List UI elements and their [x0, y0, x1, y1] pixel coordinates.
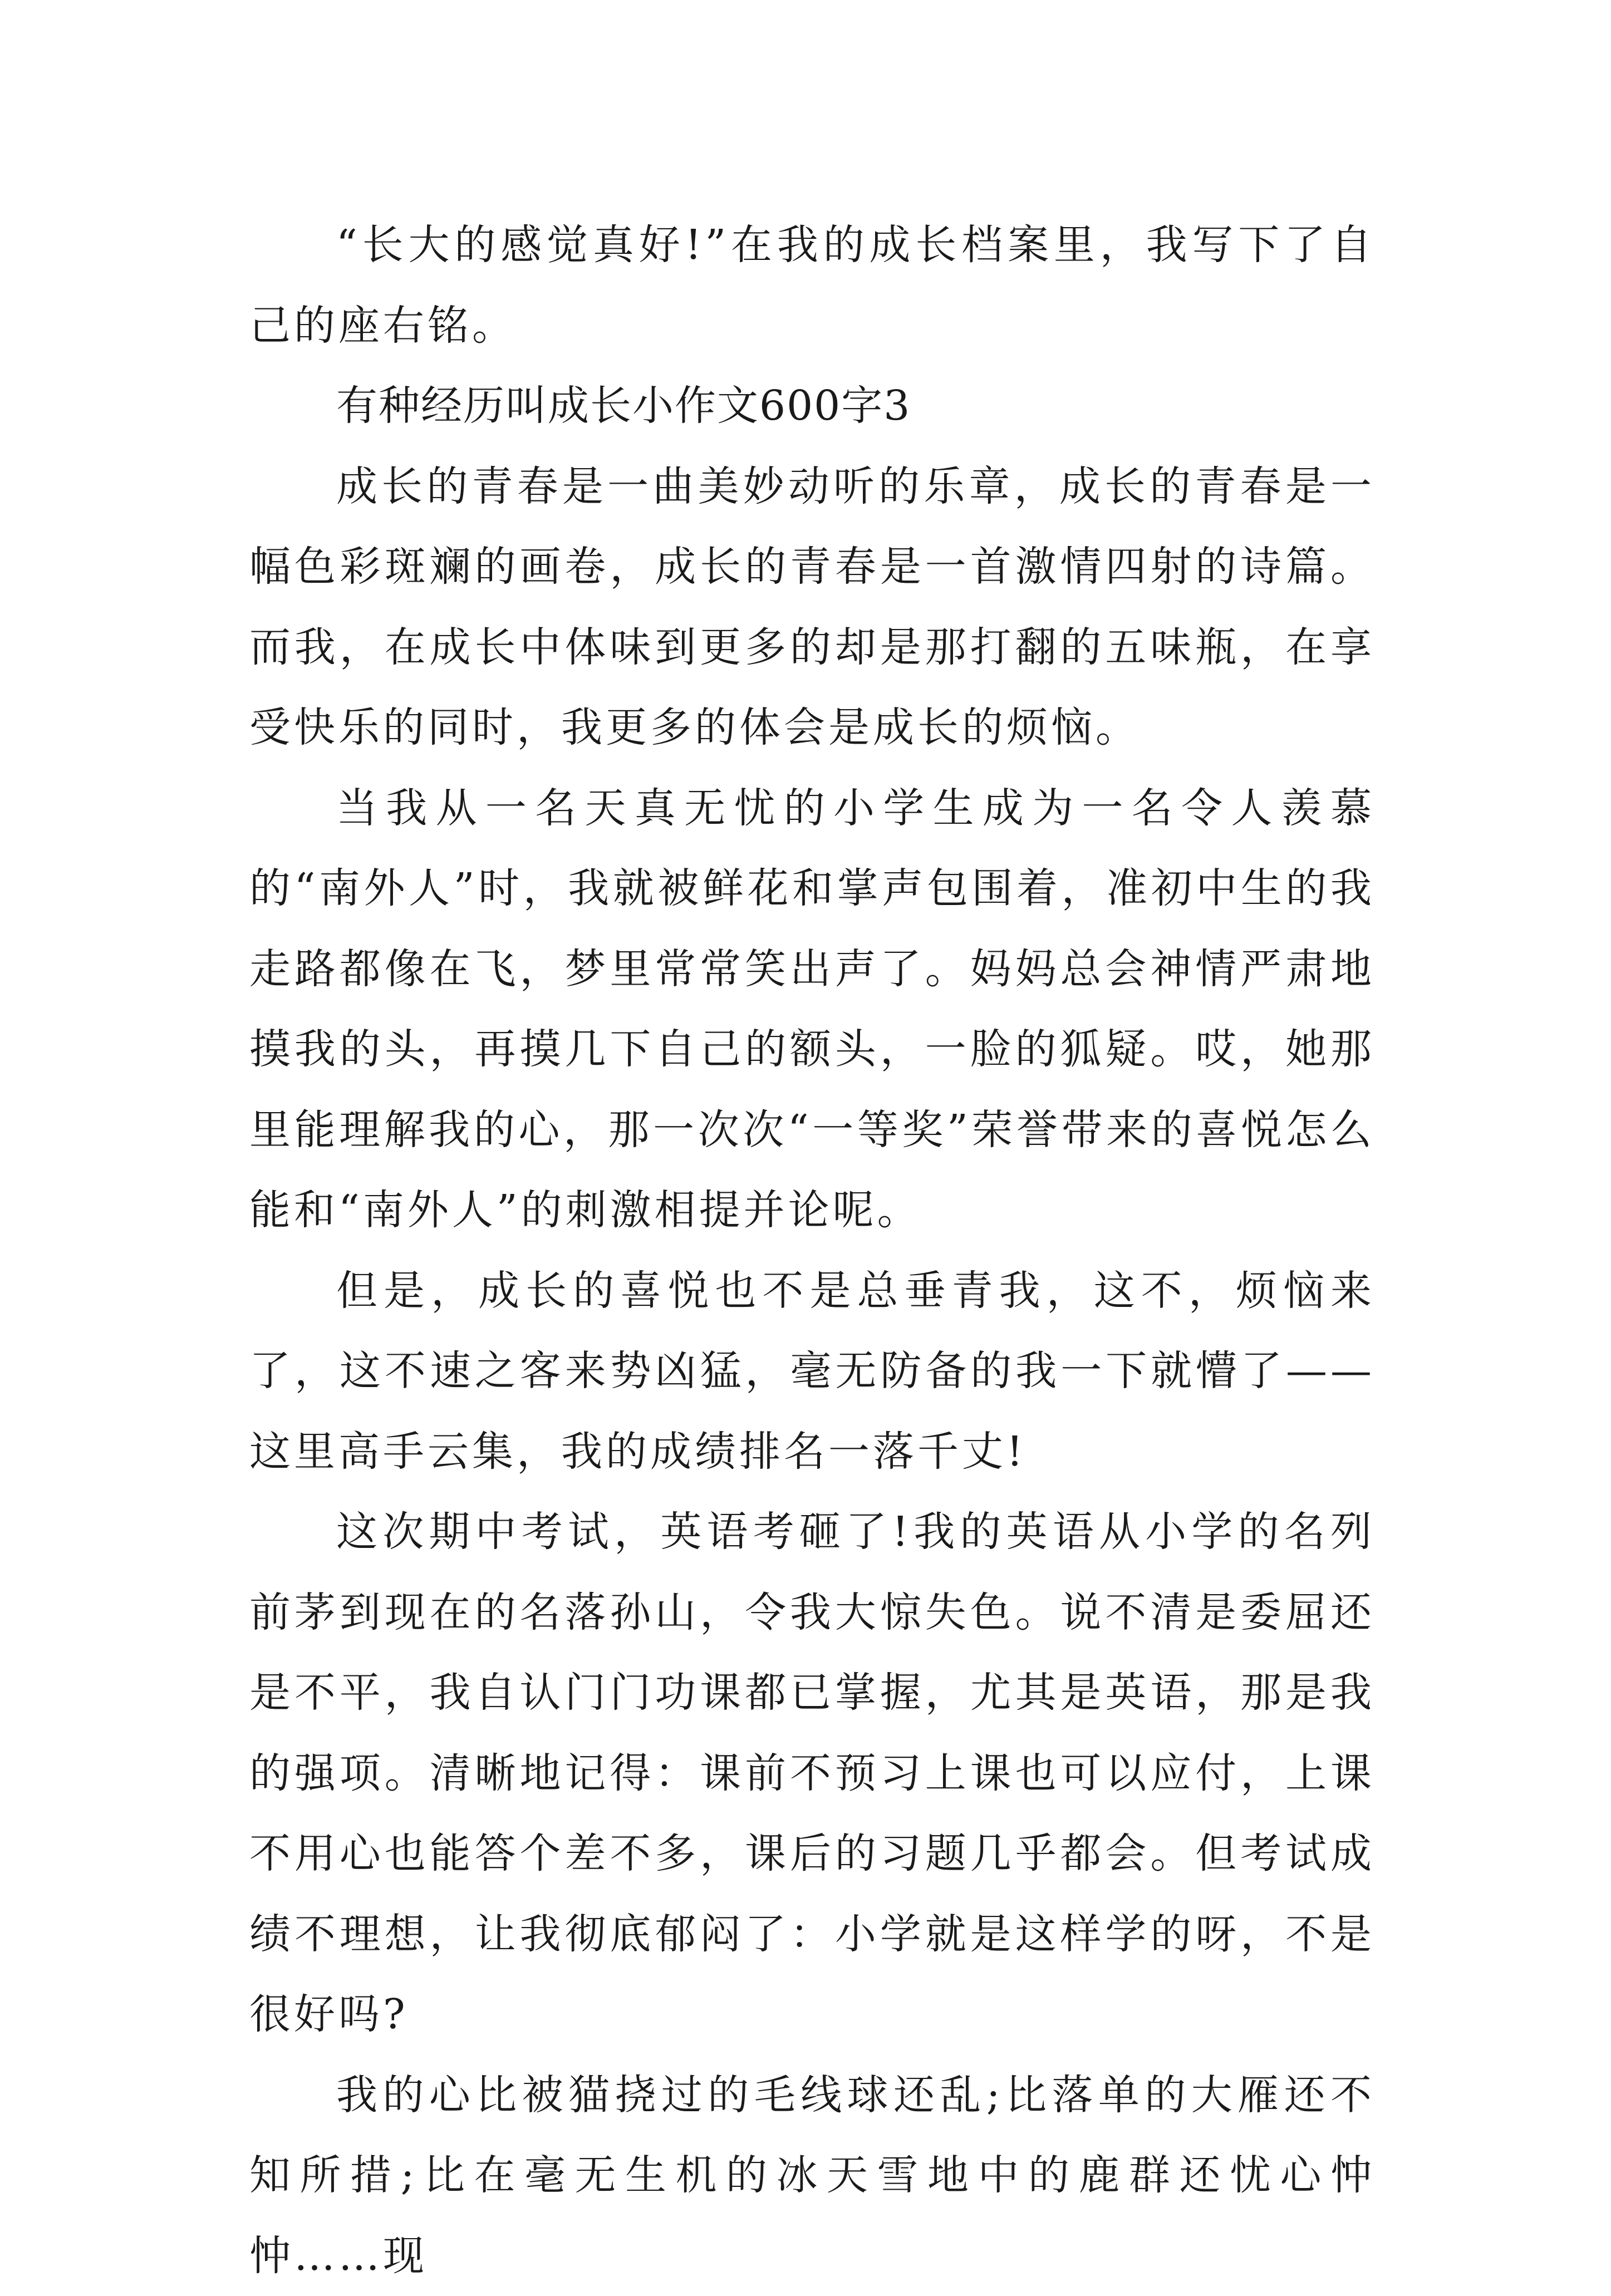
paragraph-nanwai: 当我从一名天真无忧的小学生成为一名令人羡慕的“南外人”时，我就被鲜花和掌声包围着，准初中生的我走路都像在飞，梦里常常笑出声了。妈妈总会神情严肃地摸我的头，再摸几下自己的额头，一脸的狐疑。哎，她那里能理解我的心，那一次次“一等奖”荣誉带来的喜悦怎么能和“南外人”的刺激相提并论呢。 — [249, 768, 1375, 1251]
section-heading: 有种经历叫成长小作文600字3 — [249, 366, 1375, 446]
paragraph-youth: 成长的青春是一曲美妙动听的乐章，成长的青春是一幅色彩斑斓的画卷，成长的青春是一首激情四射的诗篇。而我，在成长中体味到更多的却是那打翻的五味瓶，在享受快乐的同时，我更多的体会是成长的烦恼。 — [249, 446, 1375, 768]
paragraph-exam: 这次期中考试，英语考砸了!我的英语从小学的名列前茅到现在的名落孙山，令我大惊失色。说不清是委屈还是不平，我自认门门功课都已掌握，尤其是英语，那是我的强项。清晰地记得：课前不预习上课也可以应付，上课不用心也能答个差不多，课后的习题几乎都会。但考试成绩不理想，让我彻底郁闷了：小学就是这样学的呀，不是很好吗? — [249, 1492, 1375, 2055]
paragraph-motto: “长大的感觉真好!”在我的成长档案里，我写下了自己的座右铭。 — [249, 205, 1375, 366]
article-body — [249, 205, 1375, 2296]
paragraph-feelings: 我的心比被猫挠过的毛线球还乱;比落单的大雁还不知所措;比在毫无生机的冰天雪地中的鹿群还忧心忡忡……现 — [249, 2055, 1375, 2296]
paragraph-trouble: 但是，成长的喜悦也不是总垂青我，这不，烦恼来了，这不速之客来势凶猛，毫无防备的我一下就懵了——这里高手云集，我的成绩排名一落千丈! — [249, 1251, 1375, 1492]
